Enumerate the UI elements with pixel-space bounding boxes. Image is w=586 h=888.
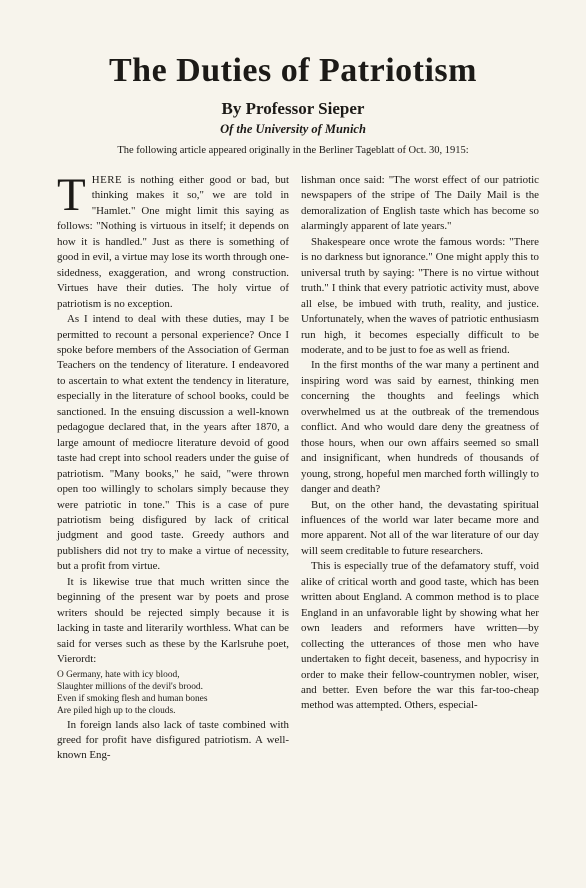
paragraph: In the first months of the war many a pertinent and inspiring word was said by earnest, thinking men concerning the thoughts and feelings which overwhelmed us at the outbreak of the tremendous conflict. And who would dare deny the greatness of those hours, when our own affairs seemed so small and insignificant, when hundreds of thousands of young, strong, hopeful men marched forth willingly to danger and death? <box>301 359 539 496</box>
article-title: The Duties of Patriotism <box>108 52 477 89</box>
paragraph: In foreign lands also lack of taste combined with greed for profit have disfigured patriotism. A well-known Eng- <box>57 718 289 762</box>
paragraph-text: is nothing either good or bad, but thinking makes it so," we are told in "Hamlet." One might limit this saying as follows: "Nothing is virtuous in itself; it depends on how it is handled." Just as there is something of good in evil, a virtue may lose its worth through one-sidedness, exaggeration, and wrong construction. Virtues have their duties. The holy virtue of patriotism is no exception. <box>57 174 289 310</box>
author-affiliation: Of the University of Munich <box>220 122 366 136</box>
verse-quote <box>57 669 289 717</box>
verse-line: Even if smoking flesh and human bones <box>57 693 208 704</box>
verse-line: Are piled high up to the clouds. <box>57 705 176 716</box>
paragraph: Shakespeare once wrote the famous words: "There is no darkness but ignorance." One might apply this to universal truth by saying: "There is no virtue without truth." I think that every patriotic activity must, above all else, be imbued with truth, reality, and justice. Unfortunately, when the waves of patriotic enthusiasm run high, it becomes especially difficult to be moderate, and to be just to foe as well as friend. <box>301 235 539 356</box>
paragraph: It is likewise true that much written since the beginning of the present war by poets and prose writers should be rejected simply because it is lacking in taste and literarily worthless. What can be said for verses such as these by the Karlsruhe poet, Vierordt: <box>57 575 289 666</box>
lead-word: HERE <box>91 174 123 186</box>
verse-line: O Germany, hate with icy blood, <box>57 669 180 680</box>
author-byline: By Professor Sieper <box>221 99 365 118</box>
paragraph-opening <box>57 169 289 312</box>
paragraph: But, on the other hand, the devastating spiritual influences of the world war later became more and more apparent. Not all of the war literature of our day will seem creditable to future researchers. <box>301 498 539 557</box>
paragraph: As I intend to deal with these duties, may I be permitted to recount a personal experience? Once I spoke before members of the Association of German Teachers on the tendency of literature. I endeavored to ascertain to what extent the tendency in literature, especially in the literature of school books, could be sanctioned. In the ensuing discussion a well-known pedagogue declared that, in the years after 1870, a large amount of mediocre literature devoid of good taste had crept into school readers under the guise of patriotism. "Many books," he said, "were thrown open too willingly to scholars simply because they were patriotic in tone." This is a case of pure patriotism being disfigured by lack of critical judgment and good taste. Greedy authors and publishers did not try to make a virtue of necessity, but a profit from virtue. <box>57 313 289 573</box>
drop-cap: T <box>57 169 86 221</box>
source-note: The following article appeared originally in the Berliner Tageblatt of Oct. 30, 1915: <box>117 145 469 156</box>
right-column <box>301 173 539 714</box>
paragraph: lishman once said: "The worst effect of our patriotic newspapers of the stripe of The Daily Mail is the demoralization of English taste which has become so alarmingly apparent of late years." <box>301 174 539 233</box>
left-column <box>57 169 289 764</box>
paragraph: This is especially true of the defamatory stuff, void alike of critical worth and good taste, which has been written about England. A common method is to place England in an unfavorable light by showing what her own leaders and reformers have written—by collecting the utterances of those men who have undertaken to fight deceit, baseness, and hypocrisy in order to make their fellow-countrymen nobler, wiser, and better. Even before the war this far-too-cheap method was attempted. Others, especial- <box>301 560 539 712</box>
verse-line: Slaughter millions of the devil's brood. <box>57 681 203 692</box>
